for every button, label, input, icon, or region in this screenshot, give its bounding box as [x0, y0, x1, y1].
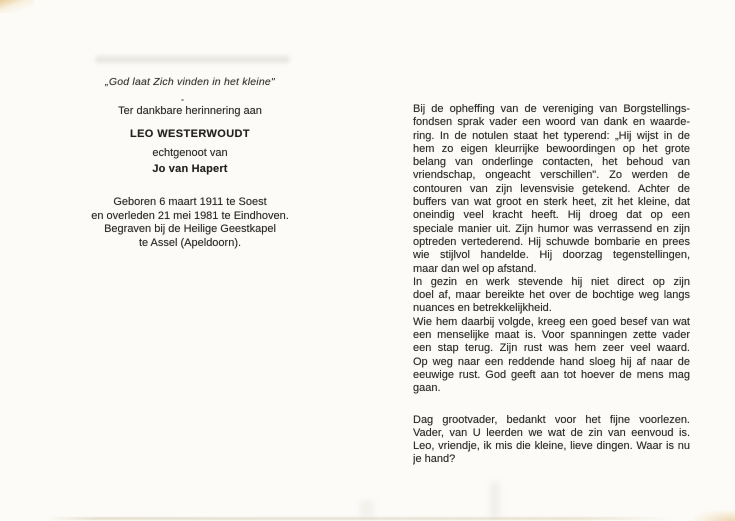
memorial-text-line: doel af, maar bereikte het over de bochtige weg langs	[413, 289, 690, 302]
memorial-text-line: Bij de opheffing van de vereniging van Borgstellings-	[413, 103, 690, 115]
memorial-text-line: een menselijke maat is. Voor spanningen zette vader	[413, 329, 690, 342]
scan-corner-stain-bottom-right	[693, 510, 735, 521]
relation-text: echtgenoot van	[152, 147, 228, 159]
memorial-text-line: vriendschap, ongeacht verschillen". Zo werden de	[413, 169, 690, 182]
memorial-text-line: Op weg naar een reddende hand sloeg hij af naar de	[413, 355, 690, 368]
memorial-text-line: een stap terug. Zijn rust was hem zeer veel waard.	[413, 342, 690, 355]
memorial-text-line: Dag grootvader, bedankt voor het fijne voorlezen.	[413, 413, 690, 426]
spouse-name: Jo van Hapert	[152, 163, 228, 175]
memorial-text-line: fondsen sprak vader een woord van dank en waarde-	[413, 116, 690, 129]
burial-line: Begraven bij de Heilige Geestkapel	[104, 223, 276, 235]
deceased-name: LEO WESTERWOUDT	[129, 128, 251, 140]
scan-corner-stain-top-left	[0, 0, 34, 13]
memorial-text-line: contouren van zijn levensvisie getekend. Achter de	[413, 182, 690, 195]
memorial-text-line: wie stijlvol handelde. Hij doorzag tegenstellingen,	[413, 249, 690, 262]
memorial-text-line: Vader, van U leerden we wat de zin van eenvoud is.	[413, 426, 690, 439]
memorial-text-line: nuances en betrekkelijkheid.	[413, 302, 552, 315]
memorial-text-line: Wie hem daarbij volgde, kreeg een goed besef van wat	[413, 315, 690, 328]
left-page	[58, 0, 322, 521]
memorial-text-line: gaan.	[413, 382, 441, 395]
right-page	[413, 103, 690, 467]
memorial-text-line: speciale manier uit. Zijn humor was verrassend en zijn	[413, 222, 690, 235]
memorial-text-line: hem zo eigen kleurrijke bewoordingen op het grote	[413, 142, 690, 155]
memorial-text-line: eeuwige rust. God geeft aan tot hoever de mens mag	[413, 368, 690, 381]
memorial-text-line: oneindig veel kracht heeft. Hij droeg dat op een	[413, 209, 690, 222]
dedication-text: Ter dankbare herinnering aan	[118, 105, 262, 117]
death-line: en overleden 21 mei 1981 te Eindhoven.	[91, 209, 289, 222]
memorial-text-line: optreden vertederend. Hij schuwde bombarie en prees	[413, 235, 690, 248]
birth-line: Geboren 6 maart 1911 te Soest	[113, 196, 267, 208]
memorial-text-line: buffers van wat groot en sterk heet, zit het kleine, dat	[413, 196, 690, 209]
memorial-text-line: In gezin en werk stevende hij niet direct op zijn	[413, 275, 690, 288]
memorial-text-line: Leo, vriendje, ik mis die kleine, lieve dingen. Waar is nu	[413, 440, 690, 453]
memorial-text-line: je hand?	[413, 453, 456, 466]
memorial-text-line: ring. In de notulen staat het typerend: „Hij wijst in de	[413, 129, 690, 142]
memorial-text-line: maar dan wel op afstand.	[413, 262, 537, 275]
scan-smudge-bottom-center	[490, 482, 500, 518]
burial-place-line: te Assel (Apeldoorn).	[138, 236, 242, 249]
scan-smudge-bottom-left	[360, 500, 374, 518]
memorial-text-line: belang van onderlinge contacten, het behoud van	[413, 156, 690, 169]
memorial-quote: „God laat Zich vinden in het kleine"	[105, 76, 275, 88]
